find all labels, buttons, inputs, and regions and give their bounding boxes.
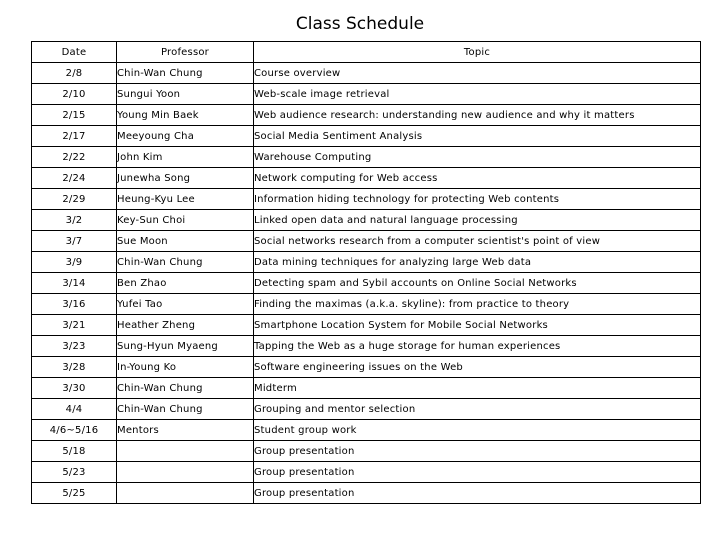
topic-cell: Social networks research from a computer scientist's point of view <box>254 231 701 252</box>
table-row <box>32 105 701 126</box>
date-cell: 3/2 <box>32 210 117 231</box>
date-cell: 2/15 <box>32 105 117 126</box>
professor-cell: Meeyoung Cha <box>117 126 254 147</box>
date-cell: 2/10 <box>32 84 117 105</box>
table-row <box>32 420 701 441</box>
date-cell: 5/23 <box>32 462 117 483</box>
professor-cell: In-Young Ko <box>117 357 254 378</box>
topic-cell: Social Media Sentiment Analysis <box>254 126 701 147</box>
date-cell: 3/23 <box>32 336 117 357</box>
professor-cell: Heather Zheng <box>117 315 254 336</box>
professor-cell: John Kim <box>117 147 254 168</box>
table-row <box>32 399 701 420</box>
topic-cell: Web audience research: understanding new audience and why it matters <box>254 105 701 126</box>
date-cell: 4/4 <box>32 399 117 420</box>
table-row <box>32 294 701 315</box>
date-cell: 3/14 <box>32 273 117 294</box>
topic-cell: Finding the maximas (a.k.a. skyline): from practice to theory <box>254 294 701 315</box>
table-row <box>32 441 701 462</box>
date-cell: 5/25 <box>32 483 117 504</box>
date-cell: 3/16 <box>32 294 117 315</box>
topic-cell: Midterm <box>254 378 701 399</box>
date-cell: 2/17 <box>32 126 117 147</box>
table-row <box>32 315 701 336</box>
topic-cell: Group presentation <box>254 441 701 462</box>
topic-cell: Information hiding technology for protecting Web contents <box>254 189 701 210</box>
schedule-table <box>31 41 701 504</box>
topic-cell: Detecting spam and Sybil accounts on Online Social Networks <box>254 273 701 294</box>
topic-cell: Web-scale image retrieval <box>254 84 701 105</box>
table-row <box>32 210 701 231</box>
table-row <box>32 336 701 357</box>
professor-cell: Key-Sun Choi <box>117 210 254 231</box>
table-row <box>32 168 701 189</box>
header-professor: Professor <box>117 42 254 63</box>
date-cell: 5/18 <box>32 441 117 462</box>
topic-cell: Grouping and mentor selection <box>254 399 701 420</box>
professor-cell <box>117 483 254 504</box>
professor-cell: Sungui Yoon <box>117 84 254 105</box>
topic-cell: Software engineering issues on the Web <box>254 357 701 378</box>
date-cell: 2/8 <box>32 63 117 84</box>
table-row <box>32 147 701 168</box>
professor-cell: Chin-Wan Chung <box>117 252 254 273</box>
table-row <box>32 462 701 483</box>
topic-cell: Data mining techniques for analyzing large Web data <box>254 252 701 273</box>
header-topic: Topic <box>254 42 701 63</box>
professor-cell <box>117 462 254 483</box>
date-cell: 4/6~5/16 <box>32 420 117 441</box>
table-row <box>32 252 701 273</box>
date-cell: 3/28 <box>32 357 117 378</box>
topic-cell: Group presentation <box>254 483 701 504</box>
date-cell: 3/21 <box>32 315 117 336</box>
professor-cell: Sue Moon <box>117 231 254 252</box>
header-date: Date <box>32 42 117 63</box>
professor-cell: Junewha Song <box>117 168 254 189</box>
date-cell: 2/29 <box>32 189 117 210</box>
table-row <box>32 378 701 399</box>
professor-cell: Heung-Kyu Lee <box>117 189 254 210</box>
table-row <box>32 231 701 252</box>
professor-cell: Chin-Wan Chung <box>117 378 254 399</box>
table-row <box>32 189 701 210</box>
table-row <box>32 273 701 294</box>
page-title: Class Schedule <box>295 14 425 34</box>
professor-cell: Yufei Tao <box>117 294 254 315</box>
date-cell: 3/7 <box>32 231 117 252</box>
topic-cell: Student group work <box>254 420 701 441</box>
table-row <box>32 126 701 147</box>
date-cell: 3/30 <box>32 378 117 399</box>
topic-cell: Warehouse Computing <box>254 147 701 168</box>
professor-cell: Ben Zhao <box>117 273 254 294</box>
professor-cell: Young Min Baek <box>117 105 254 126</box>
table-row <box>32 63 701 84</box>
table-row <box>32 84 701 105</box>
professor-cell: Sung-Hyun Myaeng <box>117 336 254 357</box>
schedule-body <box>32 63 701 504</box>
topic-cell: Course overview <box>254 63 701 84</box>
table-row <box>32 483 701 504</box>
topic-cell: Linked open data and natural language processing <box>254 210 701 231</box>
header-row <box>32 42 701 63</box>
professor-cell: Chin-Wan Chung <box>117 63 254 84</box>
professor-cell <box>117 441 254 462</box>
date-cell: 3/9 <box>32 252 117 273</box>
topic-cell: Smartphone Location System for Mobile Social Networks <box>254 315 701 336</box>
table-row <box>32 357 701 378</box>
topic-cell: Tapping the Web as a huge storage for human experiences <box>254 336 701 357</box>
topic-cell: Network computing for Web access <box>254 168 701 189</box>
date-cell: 2/24 <box>32 168 117 189</box>
professor-cell: Chin-Wan Chung <box>117 399 254 420</box>
professor-cell: Mentors <box>117 420 254 441</box>
topic-cell: Group presentation <box>254 462 701 483</box>
date-cell: 2/22 <box>32 147 117 168</box>
